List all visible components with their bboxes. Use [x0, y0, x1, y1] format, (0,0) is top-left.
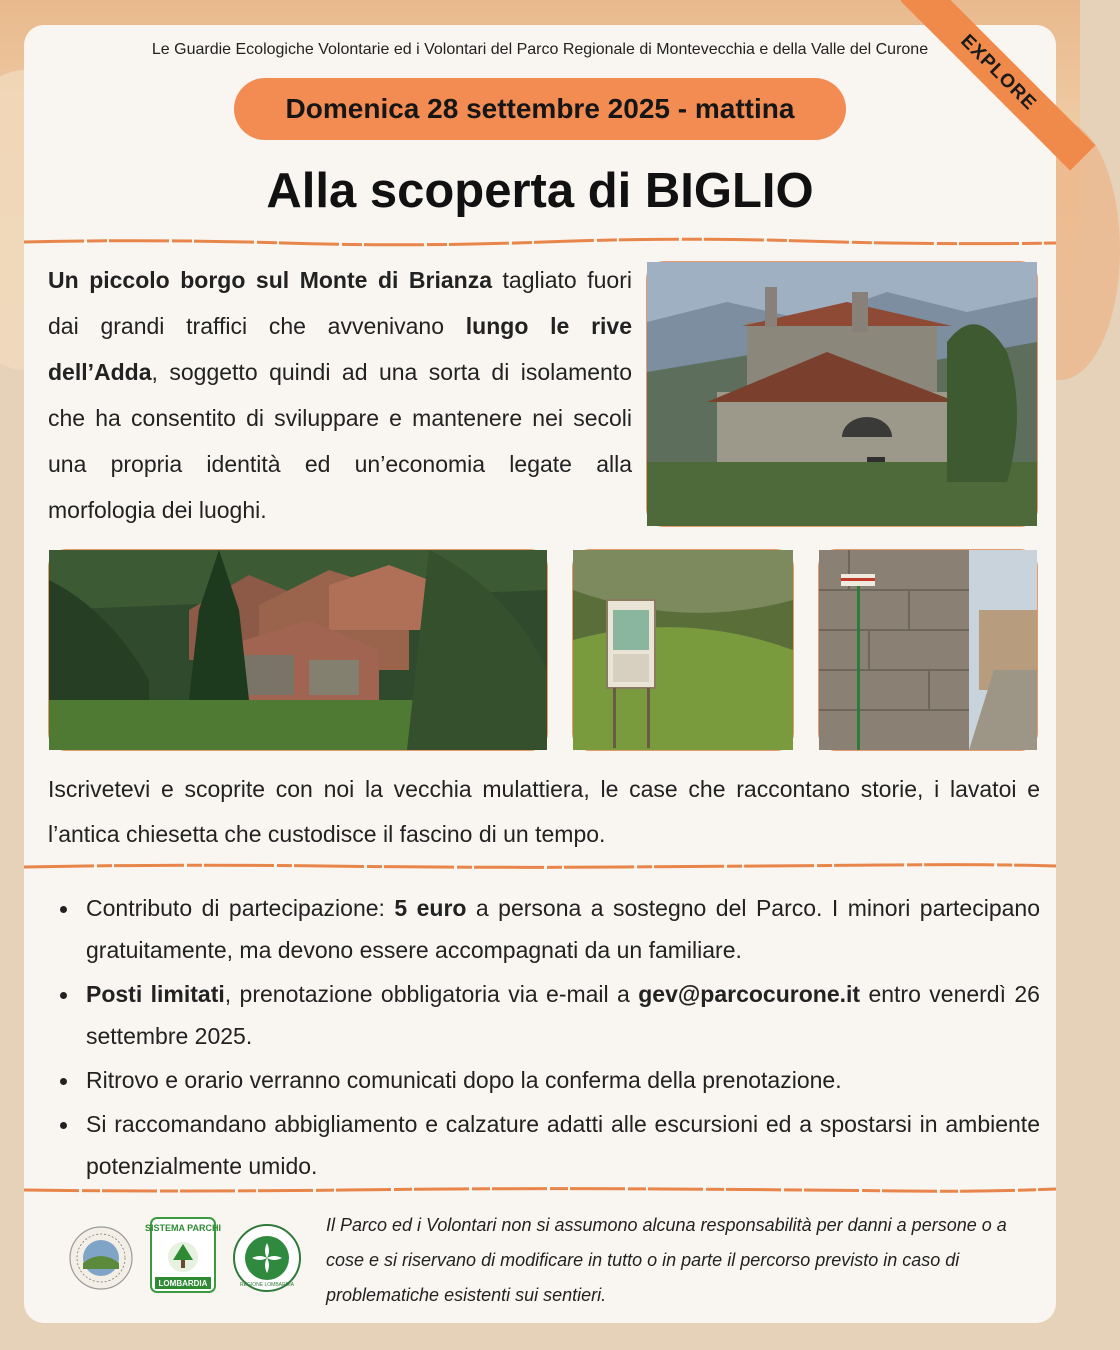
intro-bold-1: Un piccolo borgo sul Monte di Brianza — [48, 267, 492, 293]
regione-logo-text: REGIONE LOMBARDIA — [240, 1282, 294, 1288]
photo-village-roofs — [48, 549, 548, 751]
intro-text-1: tagliato fuori dai grandi traffici che avvenivano — [48, 267, 632, 339]
price-amount: 5 euro — [394, 895, 467, 921]
flyer-card — [24, 25, 1056, 1323]
info-item-clothing: Si raccomandano abbigliamento e calzature adatti alle escursioni ed a spostarsi in ambiente potenzialmente umido. — [48, 1103, 1040, 1187]
explore-ribbon: EXPLORE — [900, 0, 1095, 171]
sistema-logo-bottom-text: LOMBARDIA — [158, 1279, 208, 1288]
organizers-line: Le Guardie Ecologiche Volontarie ed i Volontari del Parco Regionale di Montevecchia e della Valle del Curone — [151, 41, 929, 58]
park-logo-icon — [68, 1225, 134, 1291]
photo-church — [646, 261, 1038, 527]
intro-bold-2: lungo le rive dell’Adda — [48, 313, 632, 385]
info-item-booking — [48, 973, 1040, 1057]
sistema-parchi-logo-icon — [144, 1217, 222, 1293]
disclaimer-text: Il Parco ed i Volontari non si assumono alcuna responsabilità per danni a persone o a cose e si riservano di modificare in tutto o in parte il percorso previsto in caso di problematiche esistenti sui sentieri. — [326, 1215, 1007, 1305]
intro-text-2: , soggetto quindi ad una sorta di isolamento che ha consentito di sviluppare e mantenere nei secoli una propria identità ed un’economia legate alla morfologia dei luoghi. — [48, 359, 632, 523]
limited-places: Posti limitati — [86, 981, 225, 1007]
photo-trail-sign — [572, 549, 794, 751]
booking-email: gev@parcocurone.it — [638, 981, 861, 1007]
description-paragraph: Iscrivetevi e scoprite con noi la vecchia mulattiera, le case che raccontano storie, i lavatoi e l’antica chiesetta che custodisce il fascino di un tempo. — [48, 776, 1040, 847]
info-text: a persona a sostegno del Parco. I minori partecipano gratuitamente, ma devono essere accompagnati da un familiare. — [86, 895, 1040, 963]
event-date-pill: Domenica 28 settembre 2025 - mattina — [234, 78, 846, 140]
logo-strip — [68, 1217, 318, 1297]
info-item-contribution — [48, 887, 1040, 971]
sistema-logo-top-text: SISTEMA PARCHI — [144, 1223, 222, 1233]
intro-paragraph — [48, 257, 632, 533]
brush-divider — [24, 1185, 1056, 1195]
photo-stone-lane — [818, 549, 1038, 751]
info-text: Contributo di partecipazione: — [86, 895, 395, 921]
info-text: entro venerdì 26 settembre 2025. — [86, 981, 1040, 1049]
info-list — [48, 887, 1040, 1189]
gev-regione-logo-icon — [232, 1223, 302, 1293]
page-title: Alla scoperta di BIGLIO — [266, 164, 814, 218]
info-item-meeting: Ritrovo e orario verranno comunicati dopo la conferma della prenotazione. — [48, 1059, 1040, 1101]
info-text: , prenotazione obbligatoria via e-mail a — [224, 981, 639, 1007]
brush-divider — [24, 861, 1056, 871]
brush-divider — [24, 237, 1056, 247]
